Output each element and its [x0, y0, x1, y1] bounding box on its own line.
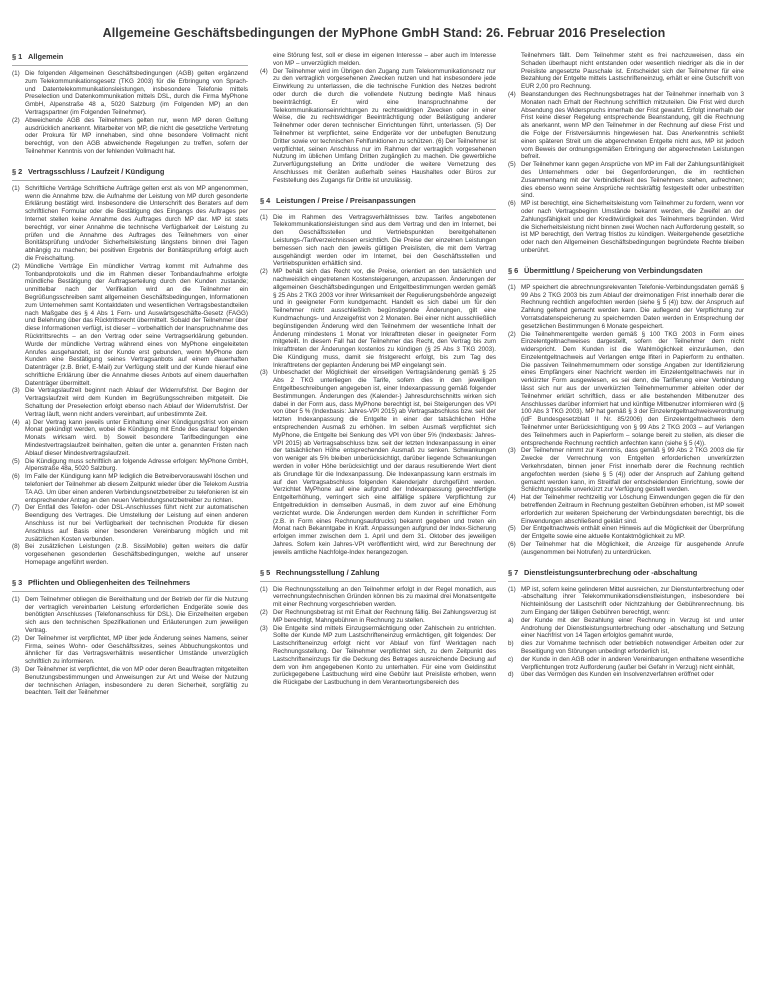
clause-text: Der Rechnungsbetrag ist mit Erhalt der Rechnung fällig. Bei Zahlungsverzug ist MP berechtigt, Mahngebühren in Rechnung zu stellen.	[273, 609, 496, 624]
section	[508, 568, 744, 680]
section	[12, 578, 248, 697]
column-2	[260, 52, 496, 698]
clause-text: der Kunde mit der Bezahlung einer Rechnung in Verzug ist und unter Androhung der Dienstleistungsunterbrechung oder -abschaltung und Setzung einer Nachfrist von 14 Tagen erfolglos gemahnt wurde,	[521, 616, 744, 640]
section-title: Dienstleistungsunterbrechung oder -abschaltung	[524, 567, 698, 577]
section-number: § 3	[12, 577, 23, 587]
section-title: Allgemein	[28, 52, 64, 61]
clause-number: a)	[508, 616, 514, 624]
clause-text: Im Falle der Kündigung kann MP lediglich die Betreibervorauswahl löschen und telefoniert der Teilnehmer ab diesem Zeitpunkt wieder über die Telekom Austria TA AG. Um über einen anderen Verbindungsnetzbetreiber zu telefonieren ist ein entsprechender Antrag an den neuen Verbindungsnetzbetreiber zu richten.	[25, 473, 248, 504]
clause-number: (1)	[12, 595, 20, 603]
section	[508, 52, 744, 255]
clause-text: Der Teilnehmer kann gegen Ansprüche von MP im Fall der Zahlungsunfähigkeit des Unternehmers oder bei Gegenforderungen, die im rechtlichen Zusammenhang mit der Verbindlichkeit des Teilnehmers stehen, aufrechnen; dies ebenso wenn seine Ansprüche rechtskräftig festgestellt oder unbestritten sind.	[521, 161, 744, 200]
section-title: Vertragsschluss / Laufzeit / Kündigung	[28, 166, 165, 176]
section	[260, 568, 496, 687]
clause-number: (1)	[12, 184, 20, 192]
section-divider	[260, 581, 496, 582]
section	[12, 52, 248, 156]
clause-text: Die Kündigung muss schriftlich an folgende Adresse erfolgen: MyPhone GmbH, Alpenstraße 48a, 5020 Salzburg.	[25, 457, 248, 473]
clause-number: (8)	[12, 543, 20, 551]
clause-text: Der Entgeltnachweis enthält einen Hinweis auf die Möglichkeit der Überprüfung der Entgelte sowie eine aktuelle Kontaktmöglichkeit zu MP.	[521, 525, 744, 541]
clause-paragraph	[12, 263, 248, 388]
clause-paragraph	[12, 387, 248, 418]
clause-paragraph	[260, 214, 496, 269]
clause-number: (6)	[12, 473, 20, 481]
clause-number: (2)	[260, 609, 268, 616]
clause-text: Der Teilnehmer ist verpflichtet, MP über jede Änderung seines Namens, seiner Firma, seines Wohn- oder Geschäftssitzes, seines Abbuchungskontos und ähnlicher für das Vertragsverhältnis wesentlicher Umstände unverzüglich schriftlich zu informieren.	[25, 634, 248, 666]
section-number: § 1	[12, 52, 23, 61]
section-divider	[260, 209, 496, 210]
section-title: Übermittlung / Speicherung von Verbindungsdaten	[524, 265, 703, 275]
clause-number: (5)	[508, 161, 516, 169]
clause-text: Teilnehmers fällt. Dem Teilnehmer steht es frei nachzuweisen, dass ein Schaden überhaupt nicht entstanden oder wesentlich niedriger als die in der Preisliste angesetzte Pauschale ist. Entscheidet sich der Teilnehmer für eine Bezahlung der Entgelte mittels Lastschrifteneinzug, erhält er eine Gutschrift von EUR 2,00 pro Rechnung.	[521, 52, 744, 91]
clause-paragraph	[508, 640, 744, 656]
clause-paragraph	[508, 525, 744, 541]
clause-number: (2)	[12, 262, 20, 270]
clause-number: (4)	[260, 67, 268, 75]
clause-text: MP ist berechtigt, eine Sicherheitsleistung vom Teilnehmer zu fordern, wenn vor oder nach Vertragsbeginn Umstände bekannt werden, die Zweifel an der Zahlungsfähigkeit und der Kreditwürdigkeit des Teilnehmers begründen. Wird die Sicherheitsleistung nicht binnen zwei Wochen nach Aufforderung gestellt, so ist MP berechtigt, den Vertrag fristlos zu kündigen. Weitergehende gesetzliche oder nach den Allgemeinen Geschäftsbedingungen begründete Rechte bleiben unberührt.	[521, 200, 744, 254]
section-divider	[508, 279, 744, 280]
section-number: § 2	[12, 166, 23, 176]
clause-paragraph	[12, 419, 248, 458]
section-title: Pflichten und Obliegenheiten des Teilnehmers	[28, 577, 191, 587]
clause-paragraph	[260, 586, 496, 609]
section-divider	[12, 65, 248, 66]
clause-number: (6)	[508, 541, 516, 549]
clause-text: Die folgenden Allgemeinen Geschäftsbedingungen (AGB) gelten ergänzend zum Telekommunikationsgesetz (TKG 2003) für die Erbringung von Sprach- und Datentelekommunikationsleistungen, insbesondere Telefonie mittels Preselection und Datenkommunikation mittels DSL, durch die Firma MyPhone GmbH, Alpenstraße 48 a, 5020 Salzburg (im Folgenden MP) an den Vertragspartner (im Folgenden Teilnehmer).	[25, 70, 248, 116]
section-heading	[12, 167, 248, 176]
clause-number: (4)	[12, 418, 20, 426]
clause-number: (3)	[260, 624, 268, 632]
clause-text: Dem Teilnehmer obliegen die Bereithaltung und der Betrieb der für die Nutzung der vertraglich vereinbarten Leistung erforderlichen Endgeräte sowie des benötigten Anschlusses (Telefonanschluss für DSL). Die Einzelheiten ergeben sich aus den technischen Spezifikationen und Erläuterungen zum jeweiligen Vertrag.	[25, 595, 248, 634]
clause-paragraph	[508, 161, 744, 200]
clause-paragraph	[12, 473, 248, 504]
clause-number: (3)	[12, 387, 20, 395]
section-heading	[260, 196, 496, 205]
section	[508, 266, 744, 557]
text-columns	[12, 52, 756, 708]
clause-number: d)	[508, 671, 514, 679]
clause-text: Der Teilnehmer wird im Übrigen den Zugang zum Telekommunikationsnetz nur zu den vertraglich vorgesehenen Zwecken nutzen und hat insbesondere jede Einwirkung zu unterlassen, die die technische Funktion des Netzes bedroht oder durch die durch die vollendete Nutzung bedingte Maß hinaus beeinträchtigt. Er wird eine Inanspruchnahme der Telekommunikationseinrichtungen zu rechtswidrigen Zwecken oder in einer Weise, die zu rechtswidriger Beeinträchtigung oder Belästigung anderer Teilnehmer oder deren technischer Einrichtungen führt, unterlassen. (5) Der Teilnehmer ist verpflichtet, seine Endgeräte vor der unbefugten Benutzung Dritter sowie vor technischen Fehlfunktionen zu schützen. (6) Der Teilnehmer ist verpflichtet, seinen Anschluss nur im Rahmen der vertraglich vorgesehenen Nutzung im üblichen Umfang Dritten zugänglich zu machen. Die gewerbliche Zurverfügungstellung an Dritte und/oder die weitere Vernetzung des Anschlusses mit Geräten außerhalb seines Haushaltes oder Büros zur Feststellung des Zugangs für Dritte ist unzulässig.	[273, 67, 496, 184]
clause-text: Der Teilnehmer nimmt zur Kenntnis, dass gemäß § 99 Abs 2 TKG 2003 die für Zwecke der Verrechnung von Entgelten erforderlichen unverkürzten Verkehrsdaten, binnen jener Frist innerhalb derer die Rechnung rechtlich angefochten werden (siehe § 5 (4)) oder der Anspruch auf Zahlung geltend gemacht werden kann, im Streitfall der entscheidenden Einrichtung, sowie der Schlichtungsstelle unverkürzt zur Verfügung gestellt werden.	[521, 447, 744, 494]
clause-text: der Kunde in den AGB oder in anderen Vereinbarungen enthaltene wesentliche Verpflichtungen trotz Aufforderung (außer bei Gefahr in Verzug) nicht einhält,	[521, 655, 744, 671]
column-1	[12, 52, 248, 708]
clause-paragraph	[12, 458, 248, 474]
clause-paragraph	[12, 185, 248, 263]
clause-text: Der Entfall des Telefon- oder DSL-Anschlusses führt nicht zur automatischen Beendigung des Vertrages. Die Umstellung der Leistung auf einen anderen Anschluss ist nur bei Verfügbarkeit der technischen Produkte für diesen Anschluss auf Basis einer besonderen Vereinbarung möglich und mit zusätzlichen Kosten verbunden.	[25, 504, 248, 543]
clause-paragraph	[508, 541, 744, 557]
clause-number: (7)	[12, 504, 20, 512]
clause-text: Der Teilnehmer hat die Möglichkeit, die Anzeige für ausgehende Anrufe (ausgenommen bei Notrufen) zu unterdrücken.	[521, 541, 744, 556]
clause-text: Schriftliche Verträge Schriftliche Aufträge gelten erst als von MP angenommen, wenn die Annahme bzw. die Aufnahme der Leistung von MP durch gesonderte Erklärung bestätigt wird. Insbesondere die Unterschrift des Beraters auf dem schriftlichen Formular oder die Bestätigung des Eingangs des Auftrages per Internet stellen keine Annahme des Auftrages durch MP dar. MP ist stets berechtigt, vor einer Annahme die technische Verfügbarkeit der Leistung zu prüfen und die Annahme des Auftrages des Teilnehmers von einer Bonitätsprüfung und/oder Sicherheitsleistung längstens binnen drei Tagen abhängig zu machen; bei positiven Ergebnis der Bonitätsprüfung erfolgt auch die Freischaltung.	[25, 184, 248, 262]
clause-number: (1)	[260, 585, 268, 593]
section	[12, 167, 248, 567]
section-heading	[12, 578, 248, 587]
clause-text: Beanstandungen des Rechnungsbetrages hat der Teilnehmer innerhalb von 3 Monaten nach Erhalt der Rechnung schriftlich mitzuteilen. Die Frist wird durch Absendung des Widerspruchs innerhalb der Frist gewahrt. Erfolgt innerhalb der Frist keine dieser Regelung entsprechende Beanstandung, gilt die Rechnung als anerkannt, wenn MP den Teilnehmer in der Rechnung auf diese Frist und die Folge der Fristversäumnis hingewiesen hat. Das Anerkenntnis schließt einen späteren Streit um die abgerechneten Entgelte nicht aus, MP ist jedoch vom Beweis der ordnungsgemäßen Erbringung der abgerechneten Leistungen befreit.	[521, 90, 744, 161]
section-divider	[508, 581, 744, 582]
clause-text: Mündliche Verträge Ein mündlicher Vertrag kommt mit Aufnahme des Tonbandprotokolls und die im Rahmen dieser Tonbandaufnahme erfolgte mündliche Bestätigung der Auftragserteilung durch den Kunden zustande; unmittelbar nach der Verifikation wird an die Teilnehmer ein Begrüßungsschreiben samt allgemeinen Geschäftsbedingungen, Informationen zum Unternehmen samt Kontaktdaten und wesentlichen Vertragsbestandteilen nach Maßgabe des § 4 Abs 1 Fern- und Auswärtsgeschäfte-Gesetz (FAGG) und Belehrung über das Rücktrittsrecht übermittelt. Sobald der Teilnehmer über diese Informationen verfügt, ist dieser – vorbehaltlich der Inanspruchnahme des Rücktrittsrechts – an den Vertrag oder seine Vertragserklärung gebunden. Wurde der mündliche Vertrag während eines von MyPhone eingeleiteten Anrufes ausgehandelt, ist der Kunde erst gebunden, wenn MyPhone dem Kunden eine Bestätigung seines Vertragsanbots auf einem dauerhaften Datenträger (z.B. Brief, E-Mail) zur Verfügung stellt und der Kunde hierauf eine schriftliche Erklärung über die Annahme dieses Anbots auf einem dauerhaften Datenträger übermittelt.	[25, 262, 248, 387]
section-number: § 4	[260, 195, 271, 205]
clause-paragraph	[12, 543, 248, 566]
section	[260, 52, 496, 185]
clause-paragraph	[508, 617, 744, 640]
clause-text: Der Teilnehmer ist verpflichtet, die von MP oder deren Beauftragten mitgeteilten Benutzungsbestimmungen und Anweisungen zur Art und Weise der Nutzung der technischen Anlagen, insbesondere zu deren Sicherheit, sorgfältig zu beachten. Teilt der Teilnehmer	[25, 665, 248, 697]
clause-number: (4)	[508, 90, 516, 98]
clause-paragraph	[508, 91, 744, 161]
clause-number: (5)	[508, 525, 516, 533]
section-title: Leistungen / Preise / Preisanpassungen	[276, 195, 416, 205]
clause-text: Die Entgelte sind mittels Einzugsermächtigung oder Zahlschein zu entrichten. Sollte der Kunde MP zum Lastschrifteneinzug ermächtigen, gilt folgendes: Der Lastschrifteneinzug erfolgt nicht vor Ablauf von fünf Werktagen nach Rechnungsstellung. Der Teilnehmer verpflichtet sich, zu dem Zeitpunkt des Lastschrifteneinzugs für die Deckung des Betrages ausreichende Deckung auf dem von ihm angegebenen Konto zu unterhalten. Für eine vom Geldinstitut zurückgegebene Lastbuchung wird eine Gebühr laut Preisliste erhoben, wenn die Rückgabe der Lastbuchung in dem Verantwortungsbereich des	[273, 624, 496, 687]
clause-paragraph	[508, 586, 744, 617]
clause-number: (2)	[12, 116, 20, 124]
clause-paragraph	[12, 666, 248, 697]
clause-paragraph	[12, 70, 248, 117]
clause-paragraph	[12, 504, 248, 543]
section-divider	[12, 180, 248, 181]
section-heading	[508, 266, 744, 275]
clause-paragraph	[260, 68, 496, 185]
document-title: Allgemeine Geschäftsbedingungen der MyPhone GmbH Stand: 26. Februar 2016 Preselection	[102, 26, 666, 40]
clause-paragraph	[260, 369, 496, 556]
clause-number: b)	[508, 640, 514, 648]
clause-text: eine Störung fest, soll er diese im eigenen Interesse – aber auch im Interesse von MP – unverzüglich melden.	[273, 52, 496, 67]
clause-paragraph	[260, 52, 496, 68]
clause-number	[508, 52, 521, 91]
clause-text: a) Der Vertrag kann jeweils unter Einhaltung einer Kündigungsfrist von einem Monat gekündigt werden, wobei die Kündigung mit Ende des darauf folgenden Monats wirksam wird. b) Soweit besondere Tarifbedingungen eine Mindestvertragslaufzeit beinhalten, gelten die unter a. genannten Fristen nach Ablauf dieser Mindestvertragslaufzeit.	[25, 418, 248, 457]
clause-paragraph	[508, 331, 744, 448]
clause-number: (3)	[260, 369, 268, 377]
clause-paragraph	[508, 52, 744, 91]
clause-text: Abweichende AGB des Teilnehmers gelten nur, wenn MP deren Geltung ausdrücklich anerkennt. Mitarbeiter von MP, die nicht die gesetzliche Vertretung oder Prokura für MP innehaben, sind ohne besondere Vollmacht nicht berechtigt, von den AGB abweichende Regelungen zu treffen, sofern der Teilnehmer Kenntnis von der fehlenden Vollmacht hat.	[25, 116, 248, 155]
clause-text: Bei zusätzlichen Leistungen (z.B. SissiMobile) gelten weiters die dafür vorgesehenen gesonderten Geschäftsbedingungen, welche auf unserer Homepage angeführt werden.	[25, 543, 248, 567]
section-divider	[12, 591, 248, 592]
clause-text: Hat der Teilnehmer rechtzeitig vor Löschung Einwendungen gegen die für den betreffenden Zeitraum in Rechnung gestellten Gebühren erhoben, ist MP soweit erforderlich zur weiteren Speicherung der Verbindungsdaten berechtigt, bis die Einwendungen abschließend geklärt sind.	[521, 494, 744, 525]
clause-text: Die Rechnungsstellung an den Teilnehmer erfolgt in der Regel monatlich, aus verrechnungstechnischen Gründen können bis zu maximal drei Monatsentgelte mit einer Rechnung vorgeschrieben werden.	[273, 585, 496, 609]
clause-text: Die Teilnehmerentgelte werden gemäß § 100 TKG 2003 in Form eines Einzelentgeltnachweises dargestellt, sofern der Teilnehmer dem nicht widerspricht. Dem Kunden ist die Wahlmöglichkeit einzuräumen, den Einzelentgeltnachweis auf Verlangen entge Ifiteri in Papierform zu enthalten. Die passiven Teilnehmernummern oder sonstige Angaben zur Identifizierung eines Empfängers einer Nachricht werden im Einzelentgeltnachweis nur in verkürzter Form ausgewiesen, es sei denn, die Tarifierung einer Verbindung lässt sich nur aus der unverkürzten Teilnehmernummer ableiten oder der Teilnehmer erklärt schriftlich, dass er alle bestehenden Mitbenutzer des Anschlusses darüber informiert hat und künftige Mitbenutzer informieren wird (§ 100 Abs 3 TKG 2003). MP hat gemäß § 3 der Einzelentgeltnachweisverordnung (idF Bundesgesetzblatt II Nr. 85/2006) den Einzelentgeltnachweis dem Teilnehmer unter Berücksichtigung von § 99 Abs 2 TKG 2003 – auf Verlangen des Teilnehmers auch in Papierform – solange bereit zu stellen, als dieser die entsprechende Rechnung rechtlich anfechten kann (siehe § 5 (4)).	[521, 330, 744, 447]
clause-paragraph	[260, 268, 496, 369]
clause-number: c)	[508, 655, 514, 663]
clause-number: (2)	[12, 634, 20, 642]
clause-paragraph	[508, 447, 744, 494]
section-heading	[260, 568, 496, 577]
clause-paragraph	[508, 494, 744, 525]
clause-number: (3)	[508, 447, 516, 455]
clause-paragraph	[260, 609, 496, 625]
clause-number: (5)	[12, 457, 20, 465]
clause-paragraph	[12, 596, 248, 635]
clause-paragraph	[508, 200, 744, 255]
clause-text: Unbeschadet der Möglichkeit der einseitigen Vertragsänderung gemäß § 25 Abs 2 TKG unterliegen die Tarife, sofern dies in den jeweiligen Entgeltbeschreibungen angegeben ist, einer Indexanpassung gemäß folgender Bestimmungen. Änderungen des (Kalender-) Jahresdurchschnitts wirken sich dabei in der Form aus, dass MyPhone berechtigt ist, bei Steigerungen des VPI von über 5 % (Indexbasis: Jahres-VPI 2015) ab Vertragsabschluss bzw. seit der letzten Indexanpassung die Entgelte in einer der tatsächlichen Höhe entsprechenden Ausmaß zu erhöhen. Im selben Ausmaß verpflichtet sich MyPhone, die Entgelte bei Senkung des VPI von über 5% (Indexbasis: Jahres-VPI 2015) ab Vertragsabschluss bzw. seit der letzten Indexanpassung in einer der tatsächlichen Höhe entsprechenden Ausmaß zu senken. Schwankungen von weniger als 5% bleiben unberücksichtigt, darüber liegende Schwankungen werden in voller Höhe berücksichtigt und der daraus resultierende Wert dient als Grundlage für die Indexanpassung. Die Indexanpassung kann erstmals im auf den Vertragsabschluss folgenden Kalenderjahr durchgeführt werden. Verzichtet MyPhone auf eine aufgrund der Indexanpassung gerechtfertigte Entgelterhöhung, verringert sich eine allfällige spätere Verpflichtung zur Entgeltreduktion in demselben Ausmaß, in dem zuvor auf eine Erhöhung verzichtet wurde. Die Änderungen werden dem Kunden in schriftlicher Form (z.B. in Form eines Rechnungsaufdrucks) bekannt gegeben und treten ein Monat nach Bekanntgabe in Kraft. Anpassungen aufgrund der Index-Sicherung erfolgen immer zwischen dem 1. April und dem 31. Oktober des jeweiligen Jahres. Sofern kein Jahres-VPI veröffentlicht wird, wird zur Berechnung der jeweils amtliche Nachfolge-Index herangezogen.	[273, 369, 496, 556]
section-number: § 7	[508, 567, 519, 577]
section-number: § 5	[260, 567, 271, 577]
clause-paragraph	[508, 656, 744, 672]
clause-paragraph	[12, 117, 248, 156]
section-number: § 6	[508, 265, 519, 275]
clause-number: (1)	[260, 213, 268, 221]
section-heading	[12, 52, 248, 61]
clause-paragraph	[12, 635, 248, 666]
section-heading	[508, 568, 744, 577]
clause-text: Die Vertragslaufzeit beginnt nach Ablauf der Widerrufsfrist. Der Beginn der Vertragslaufzeit wird dem Kunden im Begrüßungsschreiben mitgeteilt. Die Schaltung der Preselection erfolgt ebenso nach Ablauf der Widerrufsfrist. Der Vertrag läuft, wenn nicht anders vereinbart, auf unbestimmte Zeit.	[25, 387, 248, 418]
clause-number: (2)	[260, 268, 268, 276]
clause-paragraph	[508, 671, 744, 679]
clause-number	[260, 52, 273, 68]
clause-text: Die im Rahmen des Vertragsverhältnisses bzw. Tarifes angebotenen Telekommunikationsleistungen sind aus dem Vertrag und den im Internet, bei den Geschäftsstellen und Vertriebspunkten bereitgehaltenen Leistungs-/Tarifverzeichnissen ersichtlich. Die Preise der einzelnen Leistungen bemessen sich nach den jeweils gültigen Preislisten, die mit dem Vertrag ausgehändigt werden oder im Internet, bei den Geschäftsstellen und Vertriebspunkten erhältlich sind.	[273, 213, 496, 268]
column-3	[508, 52, 744, 690]
section	[260, 196, 496, 557]
clause-number: (4)	[508, 494, 516, 502]
clause-paragraph	[260, 625, 496, 687]
clause-number: (1)	[508, 585, 516, 593]
section-title: Rechnungsstellung / Zahlung	[276, 567, 380, 577]
clause-number: (1)	[508, 283, 516, 291]
clause-text: über das Vermögen des Kunden ein Insolvenzverfahren eröffnet oder	[521, 671, 714, 679]
clause-paragraph	[508, 284, 744, 331]
clause-text: dies zur Vornahme technisch oder betrieblich notwendiger Arbeiten oder zur Beseitigung von Störungen unbedingt erforderlich ist,	[521, 640, 744, 655]
clause-text: MP speichert die abrechnungsrelevanten Telefonie-Verbindungsdaten gemäß § 99 Abs 2 TKG 2003 bis zum Ablauf der dreimonatigen Frist innerhalb derer die Rechnung rechtlich angefochten werden (siehe § 5 (4)) bzw. der Anspruch auf Zahlung geltend gemacht werden kann. Die auflegend der Verpflichtung zur Vorratsdatenspeicherung zu speichernden Daten werden in Entsprechung der gesetzlichen Bestimmungen 6 Monate gespeichert.	[521, 283, 744, 330]
clause-number: (6)	[508, 200, 516, 208]
clause-number: (1)	[12, 70, 20, 77]
clause-number: (2)	[508, 330, 516, 338]
clause-number: (3)	[12, 665, 20, 673]
clause-text: MP behält sich das Recht vor, die Preise, orientiert an den tatsächlich und nachweislich eingetretenen Kostensteigerungen, anzupassen. Änderungen der allgemeinen Geschäftsbedingungen und Entgeltbestimmungen werden gemäß § 25 Abs 2 TKG 2003 vor ihrer Wirksamkeit der Regulierungsbehörde angezeigt und in geeigneter Form kundgemacht. Handelt es sich dabei um für den Teilnehmer nicht ausschließlich begünstigende Änderungen, gilt eine Kundmachungs- und Anzeigefrist von 2 Monaten. Bei einer nicht ausschließlich begünstigenden Änderung wird den Teilnehmern der wesentliche Inhalt der Änderung mindestens 1 Monat vor Inkrafttreten dieser in geeigneter Form mitgeteilt. In diesem Fall hat der Teilnehmer das Recht, den Vertrag bis zum Inkrafttreten der Änderungen kostenlos zu kündigen (§ 25 Abs 3 TKG 2003). Die Kündigung muss, damit sie fristgerecht erfolgt, bis zum Tag des Inkrafttretens der geplanten Änderung bei MP eingelangt sein.	[273, 268, 496, 369]
clause-text: MP ist, sofern keine gelinderen Mittel ausreichen, zur Dienstunterbrechung oder -abschaltung ihrer Telekommunikationsdienstleistungen, insbesondere bei Nichteinlösung der Lastschrift oder Nichtzahlung der Gebührenrechnung. bis zum Eingang der fälligen Gebühren berechtigt, wenn:	[521, 585, 744, 616]
